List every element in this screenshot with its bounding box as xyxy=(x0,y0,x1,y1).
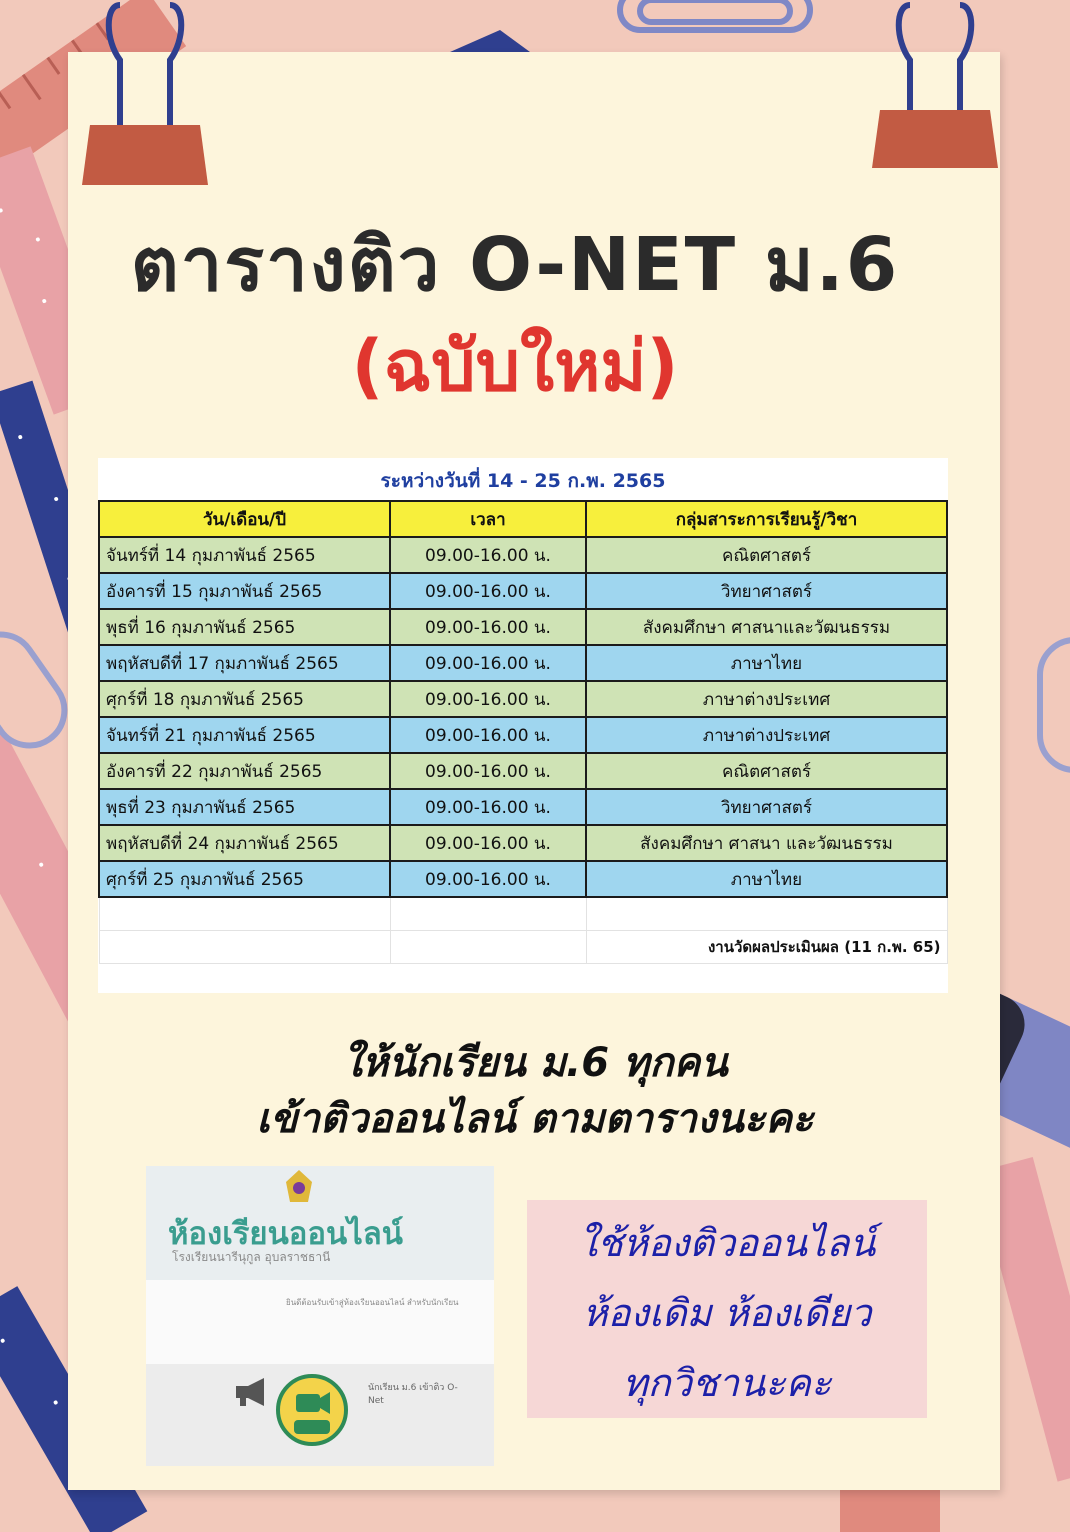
message-line-1: ให้นักเรียน ม.6 ทุกคน xyxy=(342,1040,728,1086)
row-date: อังคารที่ 15 กุมภาพันธ์ 2565 xyxy=(99,573,390,609)
welcome-text: ยินดีต้อนรับเข้าสู่ห้องเรียนออนไลน์ สำหรับนักเรียน xyxy=(286,1298,459,1307)
row-subject: สังคมศึกษา ศาสนาและวัฒนธรรม xyxy=(586,609,947,645)
table-row xyxy=(99,573,947,609)
row-subject: คณิตศาสตร์ xyxy=(586,537,947,573)
table-row xyxy=(99,753,947,789)
table-row xyxy=(99,861,947,897)
row-date: พฤหัสบดีที่ 17 กุมภาพันธ์ 2565 xyxy=(99,645,390,681)
row-subject: วิทยาศาสตร์ xyxy=(586,789,947,825)
row-subject: คณิตศาสตร์ xyxy=(586,753,947,789)
school-name: โรงเรียนนารีนุกูล อุบลราชธานี xyxy=(172,1250,331,1264)
row-time: 09.00-16.00 น. xyxy=(390,645,586,681)
blank-row xyxy=(99,897,947,931)
online-classroom-card[interactable] xyxy=(146,1166,494,1466)
row-subject: ภาษาต่างประเทศ xyxy=(586,717,947,753)
row-date: จันทร์ที่ 21 กุมภาพันธ์ 2565 xyxy=(99,717,390,753)
blank-cell xyxy=(586,897,947,931)
table-row xyxy=(99,537,947,573)
table-row xyxy=(99,789,947,825)
message-line-2: เข้าติวออนไลน์ ตามตารางนะคะ xyxy=(256,1096,814,1142)
column-header-date: วัน/เดือน/ปี xyxy=(99,501,390,537)
megaphone-icon xyxy=(232,1374,272,1410)
row-subject: สังคมศึกษา ศาสนา และวัฒนธรรม xyxy=(586,825,947,861)
schedule-heading: ระหว่างวันที่ 14 - 25 ก.พ. 2565 xyxy=(380,470,666,492)
schedule-table xyxy=(98,500,948,964)
row-date: อังคารที่ 22 กุมภาพันธ์ 2565 xyxy=(99,753,390,789)
table-row xyxy=(99,609,947,645)
table-row xyxy=(99,717,947,753)
row-time: 09.00-16.00 น. xyxy=(390,717,586,753)
row-subject: ภาษาต่างประเทศ xyxy=(586,681,947,717)
row-date: พุธที่ 23 กุมภาพันธ์ 2565 xyxy=(99,789,390,825)
blank-cell xyxy=(390,897,586,931)
online-classroom-logo: ห้องเรียนออนไลน์ xyxy=(168,1216,403,1252)
row-time: 09.00-16.00 น. xyxy=(390,537,586,573)
footer-row xyxy=(99,931,947,964)
row-date: ศุกร์ที่ 25 กุมภาพันธ์ 2565 xyxy=(99,861,390,897)
table-row xyxy=(99,681,947,717)
table-row xyxy=(99,825,947,861)
row-date: จันทร์ที่ 14 กุมภาพันธ์ 2565 xyxy=(99,537,390,573)
row-subject: ภาษาไทย xyxy=(586,645,947,681)
row-time: 09.00-16.00 น. xyxy=(390,789,586,825)
row-date: พุธที่ 16 กุมภาพันธ์ 2565 xyxy=(99,609,390,645)
row-subject: วิทยาศาสตร์ xyxy=(586,573,947,609)
row-date: พฤหัสบดีที่ 24 กุมภาพันธ์ 2565 xyxy=(99,825,390,861)
blank-cell xyxy=(99,931,390,964)
row-time: 09.00-16.00 น. xyxy=(390,609,586,645)
row-time: 09.00-16.00 น. xyxy=(390,825,586,861)
blank-cell xyxy=(390,931,586,964)
reminder-line-1: ใช้ห้องติวออนไลน์ xyxy=(578,1221,876,1265)
reminder-box xyxy=(527,1200,927,1418)
column-header-subject: กลุ่มสาระการเรียนรู้/วิชา xyxy=(586,501,947,537)
meet-label: นักเรียน ม.6 เข้าติว O-Net xyxy=(368,1383,458,1406)
schedule-sheet xyxy=(98,458,948,993)
google-meet-icon[interactable] xyxy=(274,1372,350,1448)
column-header-time: เวลา xyxy=(390,501,586,537)
blank-cell xyxy=(99,897,390,931)
row-time: 09.00-16.00 น. xyxy=(390,753,586,789)
poster-subtitle: (ฉบับใหม่) xyxy=(351,325,679,407)
table-row xyxy=(99,645,947,681)
reminder-line-3: ทุกวิชานะคะ xyxy=(622,1361,832,1405)
binder-clip-left-icon xyxy=(80,0,220,190)
binder-clip-right-icon xyxy=(870,0,1010,190)
row-time: 09.00-16.00 น. xyxy=(390,681,586,717)
schedule-header-row xyxy=(99,501,947,537)
poster-title: ตารางติว O-NET ม.6 xyxy=(130,222,900,308)
row-time: 09.00-16.00 น. xyxy=(390,573,586,609)
school-emblem-icon xyxy=(284,1168,314,1204)
reminder-line-2: ห้องเดิม ห้องเดียว xyxy=(582,1291,872,1335)
row-date: ศุกร์ที่ 18 กุมภาพันธ์ 2565 xyxy=(99,681,390,717)
footer-note: งานวัดผลประเมินผล (11 ก.พ. 65) xyxy=(586,931,947,964)
row-time: 09.00-16.00 น. xyxy=(390,861,586,897)
row-subject: ภาษาไทย xyxy=(586,861,947,897)
